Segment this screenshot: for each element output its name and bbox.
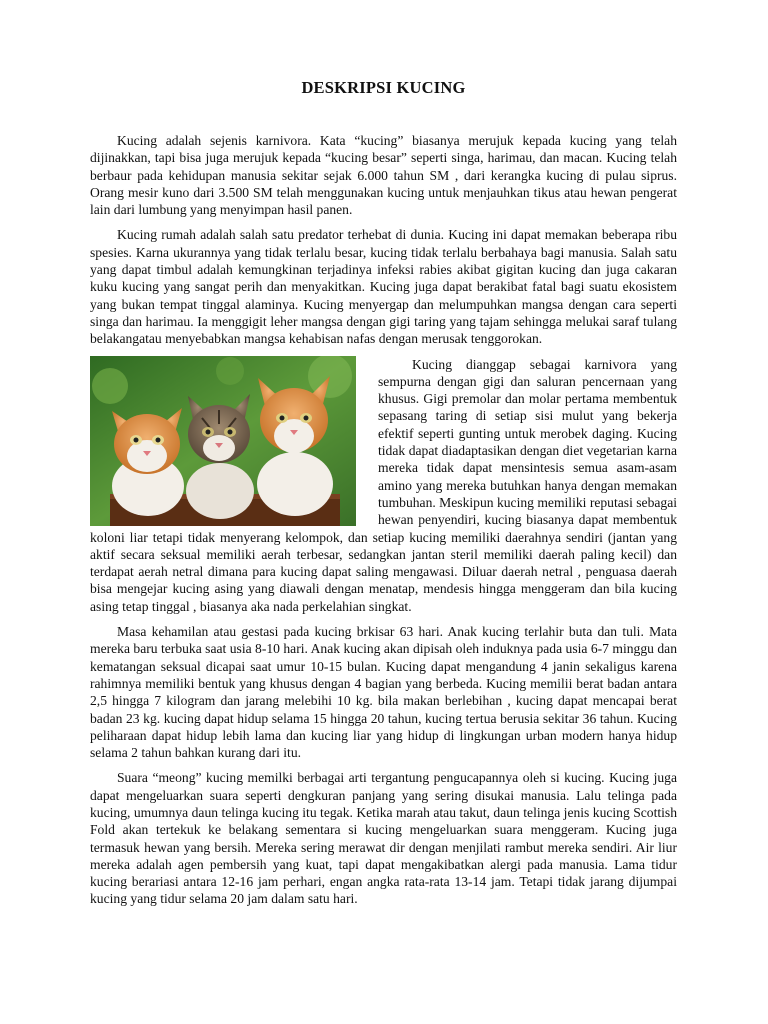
paragraph-1: Kucing adalah sejenis karnivora. Kata “kucing” biasanya merujuk kepada kucing yang telah dijinakkan, tapi bisa juga merujuk kepada “kucing besar” seperti singa, harimau, dan macan. Kucing telah berbaur pada kehidupan manusia sekitar sejak 6.000 tahun SM , dari kerangka kucing di pulau siprus. Orang mesir kuno dari 3.500 SM telah menggunakan kucing untuk menjauhkan tikus atau hewan pengerat lain dari lumbung yang menyimpan hasil panen. [90,133,677,218]
image-wrap-block [90,356,677,615]
paragraph-2: Kucing rumah adalah salah satu predator terhebat di dunia. Kucing ini dapat memakan beberapa ribu spesies. Karna ukurannya yang tidak terlalu besar, kucing tidak terlalu berbahaya bagi manusia. Salah satu yang dapat timbul adalah kemungkinan terjadinya infeksi rabies akibat gigitan kucing dan juga cakaran kuku kucing yang sangat perih dan menyakitkan. Kucing juga dapat berakibat fatal bagi suatu ekosistem yang bukan tempat tinggal alaminya. Kucing menyergap dan melumpuhkan mangsa dengan cara seperti singa dan harimau. Ia menggigit leher mangsa dengan gigi taring yang tajam sehingga melukai saraf tulang belakangatau menyebabkan mangsa kehabisan nafas dengan merusak tenggorokan. [90,227,677,347]
kittens-illustration [90,356,356,526]
document-title: DESKRIPSI KUCING [301,78,466,97]
paragraph-4: Masa kehamilan atau gestasi pada kucing brkisar 63 hari. Anak kucing terlahir buta dan tuli. Mata mereka baru terbuka saat usia 8-10 hari. Anak kucing akan dipisah oleh induknya pada usia 6-7 minggu dan kematangan seksual dicapai saat umur 10-15 bulan. Kucing dapat mengandung 4 janin sekaligus karena rahimnya memiliki bentuk yang khusus dengan 4 bagian yang berbeda. Kucing memilii berat badan antara 2,5 hingga 7 kilogram dan jarang melebihi 10 kg. bila makan berlebihan , kucing dapat mencapai berat badan 23 kg. kucing dapat hidup selama 15 hingga 20 tahun, kucing tertua berusia sekitar 36 tahun. Kucing peliharaan dapat hidup lebih lama dan kucing liar yang hidup di lingkungan urban modern hanya hidup selama 2 tahun bahkan kurang dari itu. [90,624,677,761]
kitten-left [112,408,184,516]
three-kittens-photo [90,356,356,526]
document-page [90,78,677,916]
paragraph-3: Kucing dianggap sebagai karnivora yang sempurna dengan gigi dan saluran pencernaan yang khusus. Gigi premolar dan molar pertama membentuk sepasang taring di setiap sisi mulut yang bekerja efektif seperti gunting untuk merobek daging. Kucing tidak dapat diadaptasikan dengan diet vegetarian karna mereka tidak dapat mensintesis semua asam-asam amino yang mereka butuhkan hanya dengan memakan tumbuhan. Meskipun kucing memiliki reputasi sebagai hewan penyendiri, kucing biasanya dapat membentuk koloni liar tetapi tidak menyerang kelompok, dan setiap kucing memiliki daerahnya sendiri (jantan yang aktif secara seksual memiliki aerah terbesar, sedangkan jantan steril memiliki daerah paling kecil) dan terdapat aerah netral dimana para kucing dapat saling mengawasi. Diluar daerah netral , penguasa daerah bisa mengejar kucing asing yang diawali dengan menatap, mendesis hingga menggeram dan bila kucing asing tetap tinggal , biasanya aka nada perkelahian singkat. [90,356,678,614]
paragraph-5: Suara “meong” kucing memilki berbagai arti tergantung pengucapannya oleh si kucing. Kucing juga dapat mengeluarkan suara seperti dengkuran panjang yang sering disukai manusia. Lalu telinga pada kucing, umumnya daun telinga kucing itu tegak. Ketika marah atau takut, daun telinga jenis kucing Scottish Fold akan tertekuk ke belakang sementara si kucing mengeluarkan suara menggeram. Kucing juga termasuk hewan yang bersih. Mereka sering merawat dir dengan menjilati rambut mereka sendiri. Air liur mereka adalah agen pembersih yang kuat, tapi dapat mengakibatkan alergi pada manusia. Lama tidur kucing berariasi antara 12-16 jam perhari, engan angka rata-rata 13-14 jam. Tetapi tidak jarang dijumpai kucing yang tidur selama 20 jam dalam satu hari. [90,770,677,907]
